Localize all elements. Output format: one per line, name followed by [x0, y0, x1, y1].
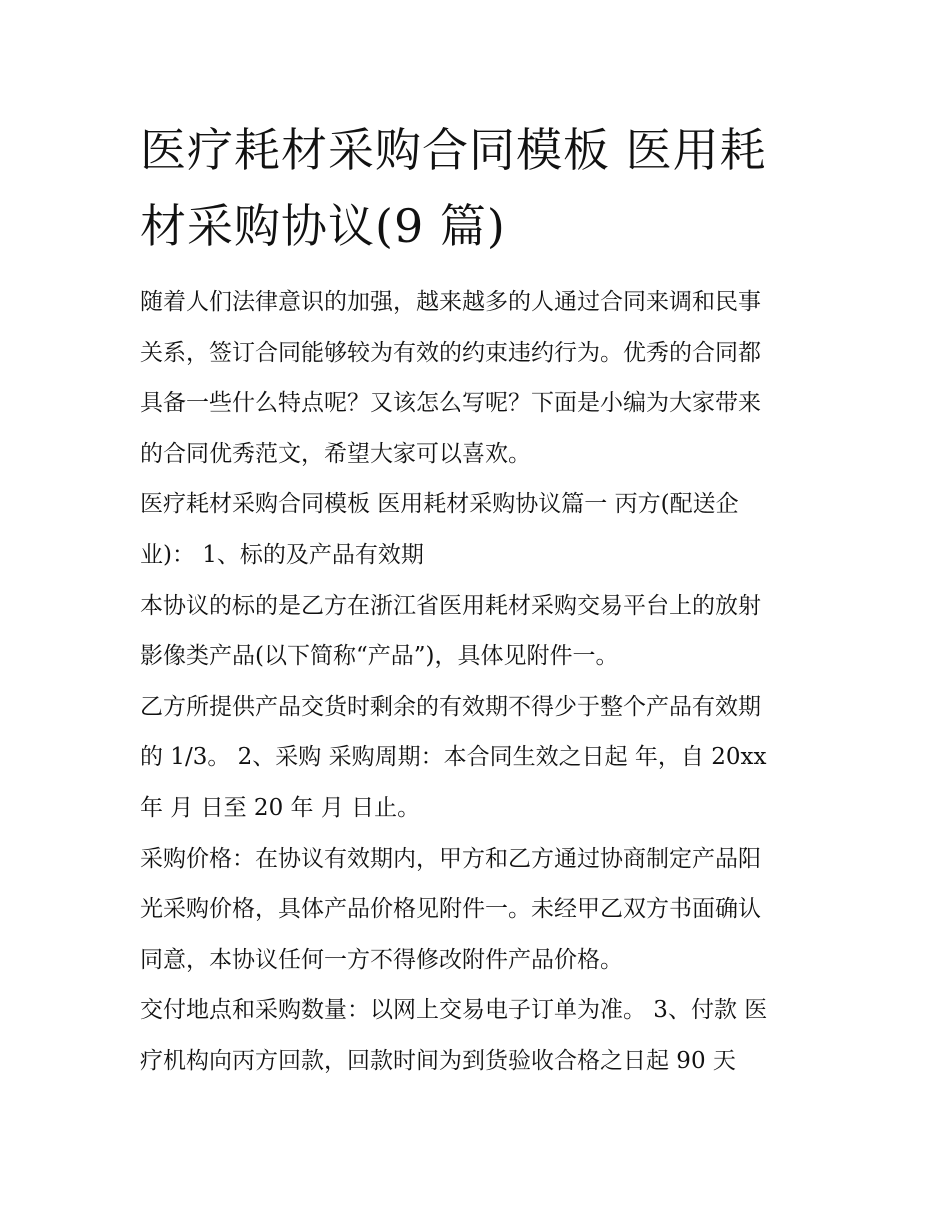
body-line: 随着人们法律意识的加强，越来越多的人通过合同来调和民事 [140, 289, 761, 315]
body-line: 医疗耗材采购合同模板 医用耗材采购协议篇一 丙方(配送企 [140, 491, 739, 518]
body-line: 乙方所提供产品交货时剩余的有效期不得少于整个产品有效期 [140, 693, 761, 720]
title-line: 材采购协议(9 篇) [140, 199, 506, 253]
body-line: 影像类产品(以下简称“产品”)，具体见附件一。 [140, 643, 619, 670]
body-line: 关系，签订合同能够较为有效的约束违约行为。优秀的合同都 [140, 339, 761, 366]
document-body [140, 277, 820, 1087]
body-line: 疗机构向丙方回款，回款时间为到货验收合格之日起 90 天 [140, 1047, 736, 1074]
body-line: 采购价格：在协议有效期内，甲方和乙方通过协商制定产品阳 [140, 845, 761, 872]
body-line: 的合同优秀范文，希望大家可以喜欢。 [140, 440, 531, 467]
body-line: 的 1/3。 2、采购 采购周期：本合同生效之日起 年，自 20xx [140, 744, 767, 771]
body-line: 业)： 1、标的及产品有效期 [140, 541, 424, 568]
body-line: 光采购价格，具体产品价格见附件一。未经甲乙双方书面确认 [140, 896, 761, 923]
body-line: 年 月 日至 20 年 月 日止。 [140, 794, 421, 821]
body-line: 交付地点和采购数量：以网上交易电子订单为准。 3、付款 医 [140, 997, 768, 1024]
document-title [140, 112, 820, 264]
body-line: 具备一些什么特点呢？又该怎么写呢？下面是小编为大家带来 [140, 390, 761, 417]
body-line: 本协议的标的是乙方在浙江省医用耗材采购交易平台上的放射 [140, 592, 761, 619]
title-line: 医疗耗材采购合同模板 医用耗 [140, 123, 767, 177]
body-line: 同意，本协议任何一方不得修改附件产品价格。 [140, 946, 623, 973]
